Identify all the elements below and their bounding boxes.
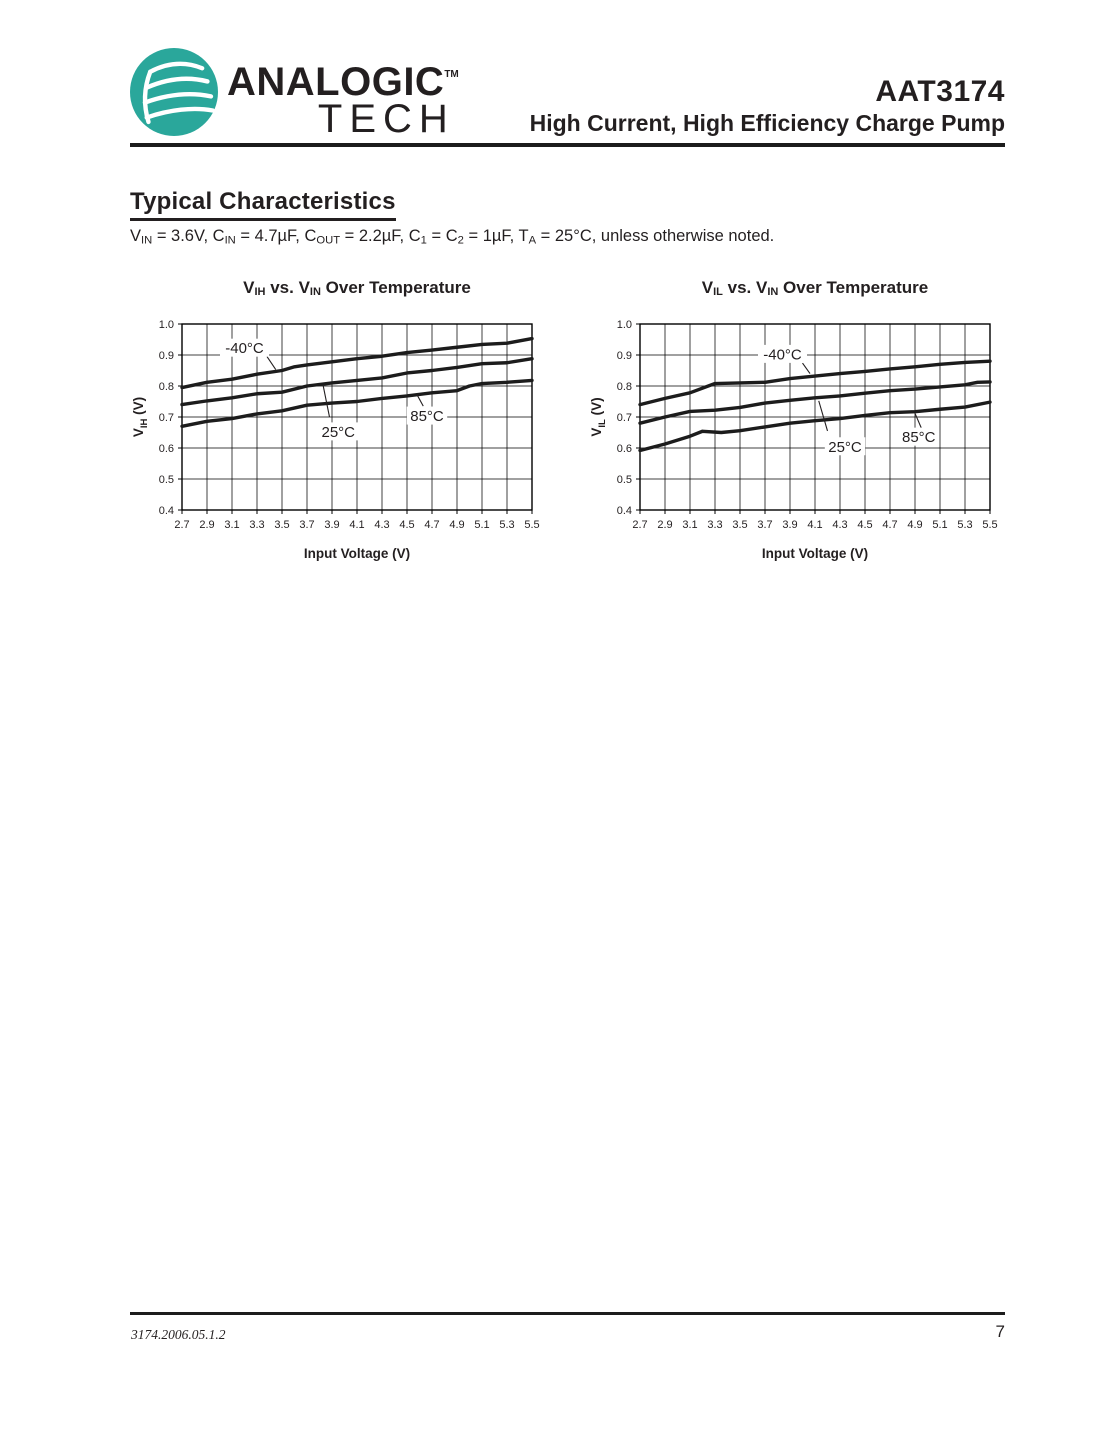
svg-text:0.6: 0.6 [158,443,174,455]
series-label: -40°C [763,346,802,364]
svg-text:1.0: 1.0 [616,319,632,331]
svg-text:0.8: 0.8 [616,381,632,393]
svg-text:0.9: 0.9 [616,350,632,362]
chart-canvas [588,314,1005,574]
chart-title: VIH vs. VIN Over Temperature [243,278,471,298]
company-logo [130,48,459,141]
charts-row [130,276,1005,574]
analogictech-leaf-icon [130,48,218,136]
svg-text:4.5: 4.5 [399,519,415,531]
series-label: 25°C [321,423,356,441]
svg-text:5.5: 5.5 [524,519,540,531]
annotation-leader [417,395,423,406]
svg-text:4.7: 4.7 [424,519,440,531]
series-label: 25°C [828,438,862,456]
svg-text:3.9: 3.9 [324,519,340,531]
svg-text:5.1: 5.1 [474,519,490,531]
x-tick-labels [632,519,997,531]
svg-text:3.3: 3.3 [707,519,723,531]
header-divider [130,143,1005,147]
svg-text:4.3: 4.3 [832,519,848,531]
svg-text:3.7: 3.7 [299,519,315,531]
y-axis-label: $V_{IH}$ $^{(V)}$ [131,396,150,438]
chart-vih-vs-vin [130,276,547,574]
svg-text:5.3: 5.3 [499,519,515,531]
svg-text:4.7: 4.7 [882,519,898,531]
brand-wordmark [227,48,459,141]
svg-text:4.3: 4.3 [374,519,390,531]
svg-text:0.5: 0.5 [158,474,174,486]
svg-text:5.5: 5.5 [982,519,998,531]
footer-divider [130,1312,1005,1315]
part-number: AAT3174 [875,75,1005,108]
series-label: 85°C [901,429,936,447]
svg-text:4.9: 4.9 [907,519,923,531]
svg-text:0.4: 0.4 [616,505,632,517]
svg-text:3.9: 3.9 [782,519,798,531]
svg-text:4.1: 4.1 [807,519,823,531]
annotation-leader [323,386,329,417]
test-conditions: VIN = 3.6V, CIN = 4.7µF, COUT = 2.2µF, C1 = C2 = 1µF, TA = 25°C, unless otherwise noted. [130,227,775,247]
document-code: 3174.2006.05.1.2 [131,1327,226,1342]
svg-text:2.7: 2.7 [632,519,648,531]
chart-title: VIL vs. VIN Over Temperature [701,278,929,298]
chart-canvas [130,314,547,574]
svg-text:3.1: 3.1 [682,519,698,531]
svg-text:0.6: 0.6 [616,443,632,455]
brand-name-secondary: TECH [317,97,455,141]
page-number: 7 [995,1322,1005,1341]
x-axis-label: Input Voltage (V) [761,546,869,561]
svg-text:0.4: 0.4 [158,505,174,517]
svg-text:3.5: 3.5 [732,519,748,531]
section-heading: Typical Characteristics [130,188,396,221]
svg-text:3.1: 3.1 [224,519,240,531]
annotation-leader [803,363,811,374]
annotation-leader [915,413,921,428]
svg-text:2.9: 2.9 [199,519,215,531]
svg-text:5.1: 5.1 [932,519,948,531]
series-label: 85°C [410,408,444,426]
svg-text:5.3: 5.3 [957,519,973,531]
annotation-leader [267,357,276,370]
annotation-leader [819,401,828,431]
svg-text:4.9: 4.9 [449,519,465,531]
svg-text:1.0: 1.0 [158,319,174,331]
svg-text:2.9: 2.9 [657,519,673,531]
y-axis-label: $V_{IL}$ $^{(V)}$ [589,397,608,437]
x-axis-label: Input Voltage (V) [303,546,411,561]
svg-text:0.9: 0.9 [158,350,174,362]
svg-text:0.7: 0.7 [616,412,632,424]
x-tick-labels [174,519,539,531]
y-tick-labels [159,319,174,517]
svg-text:4.1: 4.1 [349,519,365,531]
svg-text:0.5: 0.5 [616,474,632,486]
trademark-symbol: TM [444,69,459,80]
svg-text:3.3: 3.3 [249,519,265,531]
svg-text:0.7: 0.7 [158,412,174,424]
svg-text:0.8: 0.8 [158,381,174,393]
series-label: -40°C [225,340,264,358]
svg-text:4.5: 4.5 [857,519,873,531]
brand-name-primary: ANALOGIC™ [227,60,459,104]
document-subtitle: High Current, High Efficiency Charge Pump [529,110,1005,136]
chart-vil-vs-vin [588,276,1005,574]
y-tick-labels [617,319,632,517]
svg-text:2.7: 2.7 [174,519,190,531]
tick-marks [636,324,990,514]
grid-lines [640,324,990,510]
header-titles [530,76,1005,138]
svg-text:3.7: 3.7 [757,519,773,531]
svg-text:3.5: 3.5 [274,519,290,531]
